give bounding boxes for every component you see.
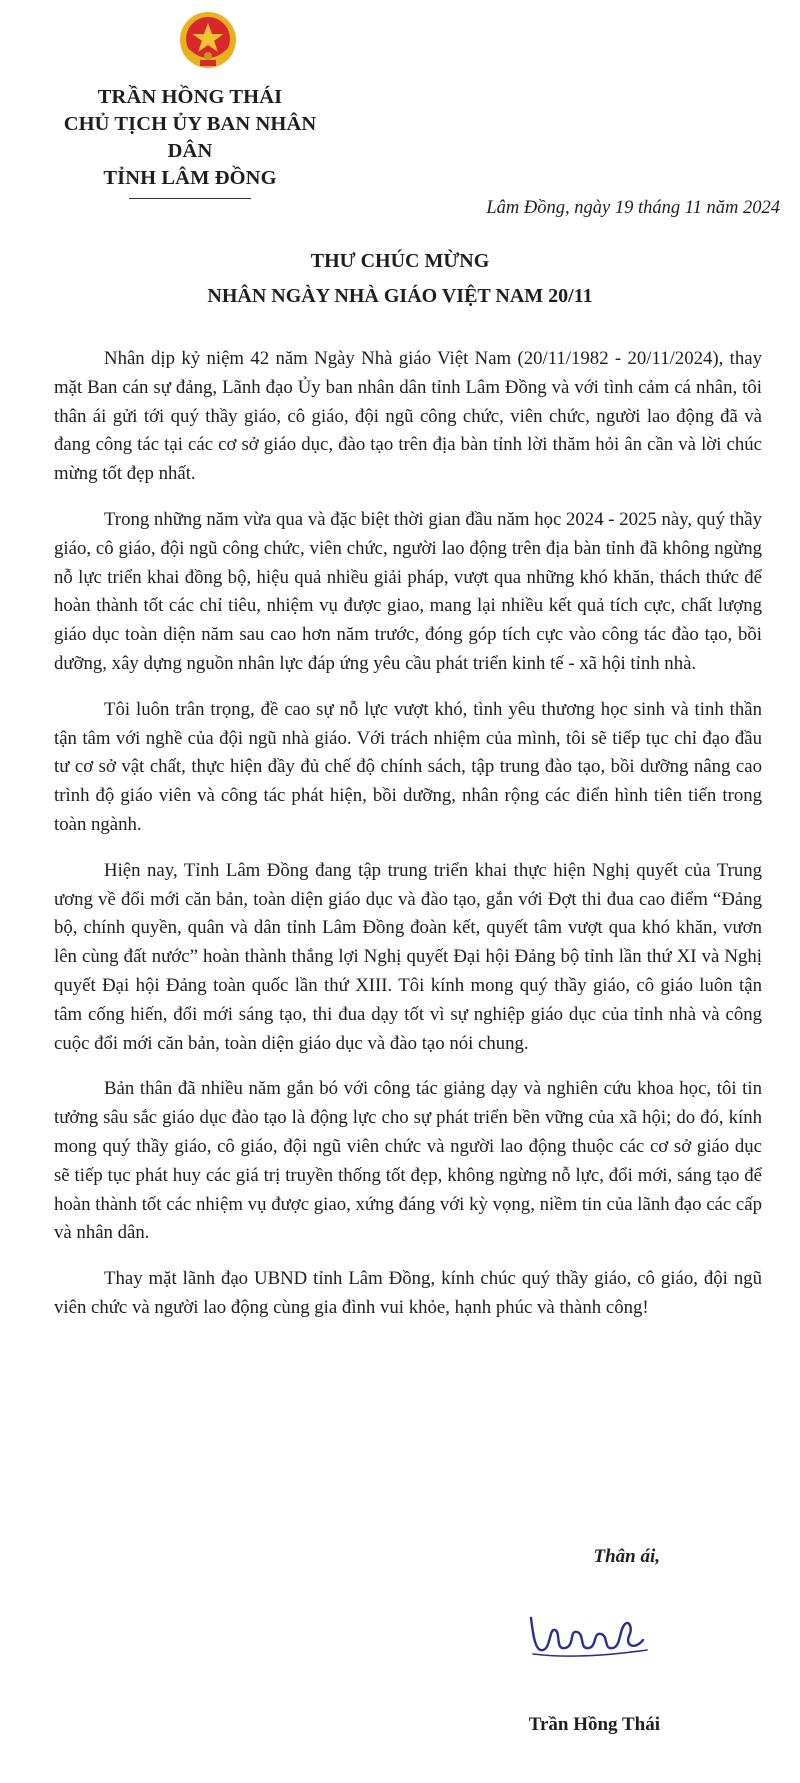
sender-name: TRẦN HỒNG THÁI [97,86,283,108]
paragraph-3: Tôi luôn trân trọng, đề cao sự nỗ lực vượt khó, tình yêu thương học sinh và tinh thần tận tâm với nghề của đội ngũ nhà giáo. Với trách nhiệm của mình, tôi sẽ tiếp tục chỉ đạo đầu tư cơ sở vật chất, thực hiện đầy đủ chế độ chính sách, tập trung đào tạo, bồi dưỡng nâng cao trình độ giáo viên và công tác phát hiện, bồi dưỡng, nhân rộng các điển hình tiên tiến trong toàn ngành. [54,698,762,835]
letter-body [54,345,762,1340]
paragraph-1: Nhân dịp kỷ niệm 42 năm Ngày Nhà giáo Việt Nam (20/11/1982 - 20/11/2024), thay mặt Ban cán sự đảng, Lãnh đạo Ủy ban nhân dân tỉnh Lâm Đồng và với tình cảm cá nhân, tôi thân ái gửi tới quý thầy giáo, cô giáo, đội ngũ công chức, viên chức, người lao động đã và đang công tác tại các cơ sở giáo dục, đào tạo trên địa bàn tỉnh lời thăm hỏi ân cần và lời chúc mừng tốt đẹp nhất. [54,348,762,485]
sender-block [40,84,340,199]
letter-title: THƯ CHÚC MỪNG [310,250,490,272]
paragraph-6: Thay mặt lãnh đạo UBND tỉnh Lâm Đồng, kính chúc quý thầy giáo, cô giáo, đội ngũ viên chức và người lao động cùng gia đình vui khỏe, hạnh phúc và thành công! [54,1268,762,1318]
national-emblem-icon [176,10,240,72]
paragraph-4: Hiện nay, Tỉnh Lâm Đồng đang tập trung triển khai thực hiện Nghị quyết của Trung ương về đổi mới căn bản, toàn diện giáo dục và đào tạo, gắn với Đợt thi đua cao điểm “Đảng bộ, chính quyền, quân và dân tỉnh Lâm Đồng đoàn kết, quyết tâm vượt qua khó khăn, vươn lên cùng đất nước” hoàn thành thắng lợi Nghị quyết Đại hội Đảng bộ tỉnh lần thứ XI và Nghị quyết Đại hội Đảng toàn quốc lần thứ XIII. Tôi kính mong quý thầy giáo, cô giáo luôn tận tâm cống hiến, đổi mới sáng tạo, thi đua dạy tốt vì sự nghiệp giáo dục của tỉnh nhà và công cuộc đổi mới căn bản, toàn diện giáo dục và đào tạo nói chung. [54,859,762,1054]
dateline: Lâm Đồng, ngày 19 tháng 11 năm 2024 [486,198,780,218]
signer-name: Trần Hồng Thái [528,1714,660,1735]
letter-subtitle: NHÂN NGÀY NHÀ GIÁO VIỆT NAM 20/11 [207,285,593,307]
header-divider [129,198,251,199]
paragraph-2: Trong những năm vừa qua và đặc biệt thời gian đầu năm học 2024 - 2025 này, quý thầy giáo, cô giáo, đội ngũ công chức, viên chức, người lao động trên địa bàn tỉnh đã không ngừng nỗ lực triển khai đồng bộ, hiệu quả nhiều giải pháp, vượt qua những khó khăn, thách thức để hoàn thành tốt các chỉ tiêu, nhiệm vụ được giao, mang lại nhiều kết quả tích cực, chất lượng giáo dục toàn diện năm sau cao hơn năm trước, đóng góp tích cực vào công tác đào tạo, bồi dưỡng, xây dựng nguồn nhân lực đáp ứng yêu cầu phát triển kinh tế - xã hội tỉnh nhà. [54,508,762,674]
sender-title: CHỦ TỊCH ỦY BAN NHÂN DÂN [63,113,317,162]
sender-province: TỈNH LÂM ĐỒNG [103,167,277,189]
closing-salutation: Thân ái, [593,1546,660,1567]
paragraph-5: Bản thân đã nhiều năm gắn bó với công tác giảng dạy và nghiên cứu khoa học, tôi tin tưởng sâu sắc giáo dục đào tạo là động lực cho sự phát triển bền vững của xã hội; do đó, kính mong quý thầy giáo, cô giáo, đội ngũ viên chức và người lao động thuộc các cơ sở giáo dục sẽ tiếp tục phát huy các giá trị truyền thống tốt đẹp, không ngừng nỗ lực, đổi mới, sáng tạo để hoàn thành tốt các nhiệm vụ được giao, xứng đáng với kỳ vọng, niềm tin của lãnh đạo các cấp và nhân dân. [54,1078,762,1244]
handwritten-signature-icon [525,1594,655,1670]
